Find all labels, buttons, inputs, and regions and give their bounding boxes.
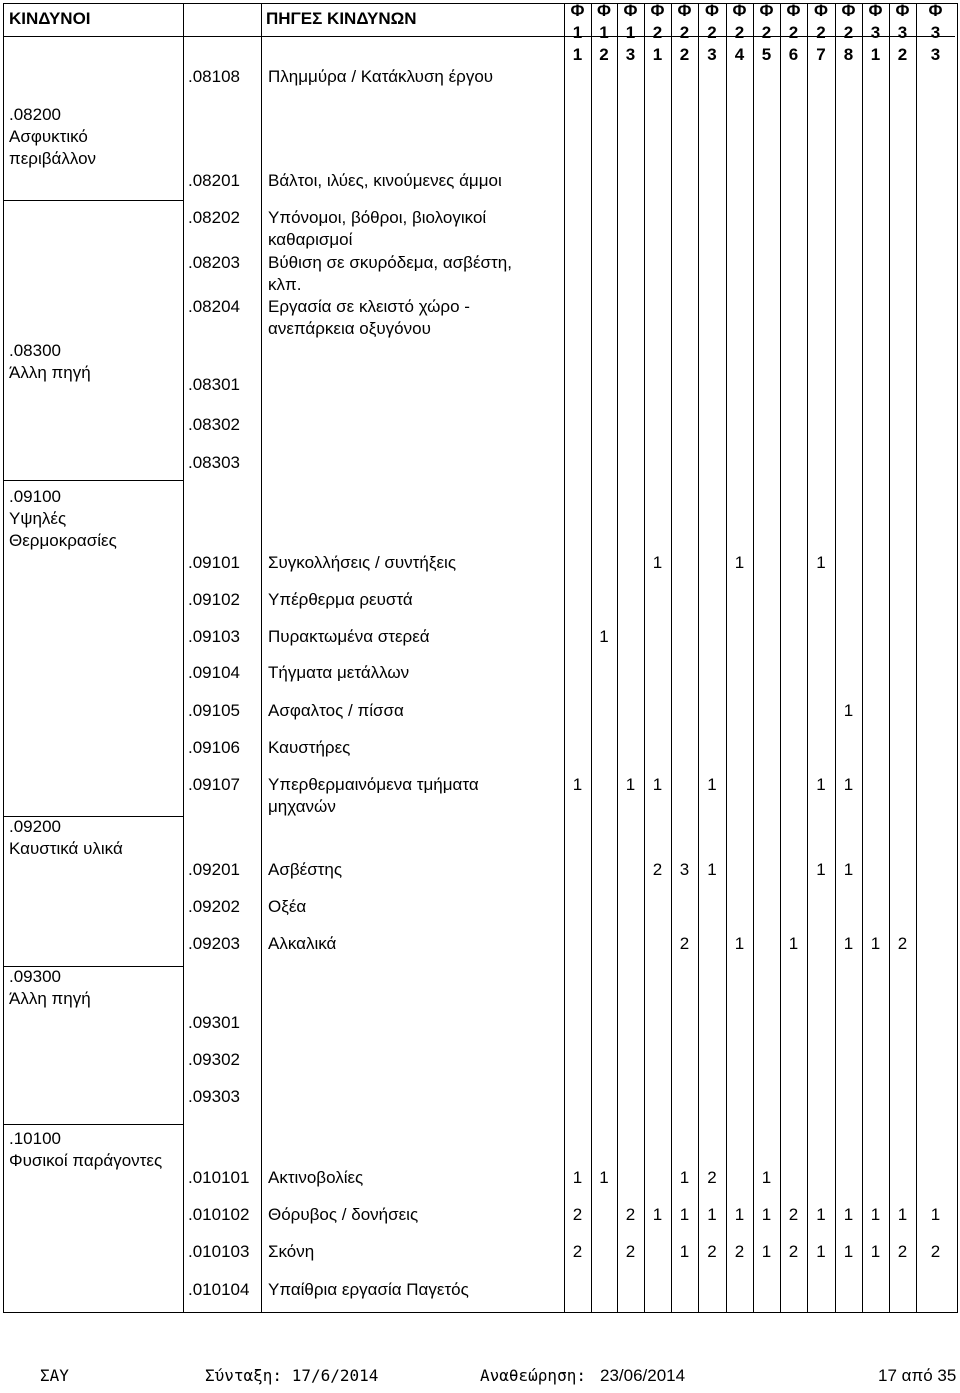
rating-cell: 1 bbox=[734, 553, 745, 572]
description-line: Τήγματα μετάλλων bbox=[268, 663, 410, 682]
phase-header-9 bbox=[782, 0, 806, 66]
source-code: .08202 bbox=[188, 208, 240, 227]
rating-cell: 1 bbox=[843, 860, 854, 879]
description-line: Υπόνομοι, βόθροι, βιολογικοί bbox=[268, 208, 487, 227]
rating-cell: 2 bbox=[625, 1242, 636, 1261]
page-footer bbox=[0, 1365, 960, 1393]
rating-cell: 1 bbox=[761, 1205, 772, 1224]
description-line: Υπαίθρια εργασία Παγετός bbox=[268, 1280, 469, 1299]
category-line: Θερμοκρασίες bbox=[9, 531, 117, 550]
category-line: .10100 bbox=[9, 1129, 61, 1148]
rating-cell: 1 bbox=[734, 934, 745, 953]
phase-header-line: 2 bbox=[897, 45, 908, 64]
rating-cell: 1 bbox=[930, 1205, 941, 1224]
footer-revision-label: Αναθεώρηση: bbox=[480, 1366, 586, 1385]
rating-cell: 2 bbox=[897, 934, 908, 953]
category-line: Άλλη πηγή bbox=[9, 989, 91, 1008]
source-description bbox=[268, 662, 564, 684]
description-line: Συγκολλήσεις / συντήξεις bbox=[268, 553, 457, 572]
phase-header-7 bbox=[728, 0, 752, 66]
phase-header-line: Φ bbox=[650, 1, 665, 20]
category-line: Άλλη πηγή bbox=[9, 363, 91, 382]
description-line: Πυρακτωμένα στερεά bbox=[268, 627, 430, 646]
column-divider bbox=[671, 4, 672, 1312]
category-line: Υψηλές bbox=[9, 509, 67, 528]
category-10100 bbox=[9, 1128, 162, 1172]
phase-header-line: 3 bbox=[897, 23, 908, 42]
source-code: .08204 bbox=[188, 297, 240, 316]
source-description bbox=[268, 896, 564, 918]
rating-cell: 1 bbox=[599, 627, 609, 646]
rating-cell: 1 bbox=[843, 934, 854, 953]
column-divider bbox=[753, 4, 754, 1312]
phase-header-line: Φ bbox=[705, 1, 719, 20]
rating-cell: 2 bbox=[930, 1242, 941, 1261]
source-code: .09301 bbox=[188, 1013, 240, 1032]
rating-cell: 1 bbox=[788, 934, 799, 953]
source-code: .010104 bbox=[188, 1280, 250, 1299]
rating-cell: 2 bbox=[788, 1242, 799, 1261]
rating-cell: 1 bbox=[734, 1205, 745, 1224]
source-code: .08108 bbox=[188, 67, 240, 86]
phase-header-14 bbox=[924, 0, 948, 66]
phase-header-line: 1 bbox=[870, 45, 881, 64]
category-line: περιβάλλον bbox=[9, 149, 97, 168]
category-08200 bbox=[9, 104, 96, 170]
rating-cell: 1 bbox=[652, 1205, 663, 1224]
phase-header-line: Φ bbox=[895, 1, 910, 20]
column-divider bbox=[644, 4, 645, 1312]
rating-cell: 1 bbox=[572, 775, 583, 794]
source-code: .09103 bbox=[188, 627, 240, 646]
rating-cell: 1 bbox=[897, 1205, 908, 1224]
source-description bbox=[268, 170, 564, 192]
footer-revision-date: 23/06/2014 bbox=[600, 1366, 686, 1385]
phase-header-line: 2 bbox=[707, 23, 717, 42]
description-line: Θόρυβος / δονήσεις bbox=[268, 1205, 419, 1224]
rating-cell: 2 bbox=[734, 1242, 745, 1261]
phase-header-line: Φ bbox=[841, 1, 856, 20]
category-09100 bbox=[9, 486, 117, 552]
category-line: Φυσικοί παράγοντες bbox=[9, 1151, 163, 1170]
phase-header-line: 2 bbox=[734, 23, 745, 42]
source-code: .09303 bbox=[188, 1087, 240, 1106]
column-divider bbox=[183, 4, 184, 1312]
rating-cell: 1 bbox=[816, 860, 826, 879]
phase-header-line: 8 bbox=[843, 45, 854, 64]
phase-header-line: 1 bbox=[572, 45, 583, 64]
rating-cell: 1 bbox=[843, 701, 854, 720]
rating-cell: 1 bbox=[816, 1205, 826, 1224]
column-divider bbox=[889, 4, 890, 1312]
rating-cell: 1 bbox=[707, 1205, 717, 1224]
phase-header-8 bbox=[755, 0, 779, 66]
rating-cell: 1 bbox=[843, 1242, 854, 1261]
category-09200 bbox=[9, 816, 123, 860]
column-divider bbox=[780, 4, 781, 1312]
footer-page-number: 17 από 35 bbox=[878, 1366, 957, 1385]
column-divider bbox=[835, 4, 836, 1312]
source-code: .08203 bbox=[188, 253, 240, 272]
phase-header-12 bbox=[864, 0, 888, 66]
header-hazards: ΚΙΝΔΥΝΟΙ bbox=[9, 9, 91, 28]
category-08300 bbox=[9, 340, 91, 384]
description-line: Οξέα bbox=[268, 897, 307, 916]
phase-header-line: 2 bbox=[816, 23, 826, 42]
phase-header-line: Φ bbox=[677, 1, 692, 20]
source-description bbox=[268, 1279, 564, 1301]
column-divider bbox=[698, 4, 699, 1312]
rating-cell: 1 bbox=[679, 1242, 690, 1261]
footer-doc-code: ΣΑΥ bbox=[40, 1366, 69, 1385]
phase-header-line: 2 bbox=[843, 23, 854, 42]
column-divider bbox=[564, 4, 565, 1312]
source-description bbox=[268, 700, 564, 722]
source-code: .09106 bbox=[188, 738, 240, 757]
column-divider bbox=[862, 4, 863, 1312]
source-description bbox=[268, 626, 564, 648]
source-code: .09105 bbox=[188, 701, 240, 720]
phase-header-line: Φ bbox=[868, 1, 883, 20]
source-code: .09102 bbox=[188, 590, 240, 609]
rating-cell: 2 bbox=[625, 1205, 636, 1224]
footer-compile-date: Σύνταξη: 17/6/2014 bbox=[205, 1366, 379, 1385]
phase-header-4 bbox=[646, 0, 670, 66]
source-description bbox=[268, 1204, 564, 1226]
phase-header-line: 2 bbox=[652, 23, 663, 42]
source-code: .08303 bbox=[188, 453, 240, 472]
source-description bbox=[268, 552, 564, 574]
rating-cell: 1 bbox=[761, 1168, 772, 1187]
source-description bbox=[268, 589, 564, 611]
category-09300 bbox=[9, 966, 91, 1010]
column-divider bbox=[261, 4, 262, 1312]
phase-header-line: Φ bbox=[570, 1, 585, 20]
phase-header-line: 1 bbox=[599, 23, 609, 42]
rating-cell: 2 bbox=[707, 1242, 717, 1261]
source-description bbox=[268, 207, 564, 251]
source-code: .09202 bbox=[188, 897, 240, 916]
description-line: Βύθιση σε σκυρόδεμα, ασβέστη, bbox=[268, 253, 512, 272]
phase-header-line: Φ bbox=[759, 1, 774, 20]
column-divider bbox=[807, 4, 808, 1312]
phase-header-line: 3 bbox=[930, 45, 941, 64]
source-description bbox=[268, 774, 564, 818]
source-code: .09104 bbox=[188, 663, 240, 682]
source-description bbox=[268, 933, 564, 955]
category-line: Καυστικά υλικά bbox=[9, 839, 123, 858]
source-description bbox=[268, 737, 564, 759]
phase-header-line: 3 bbox=[930, 23, 941, 42]
description-line: Ασφαλτος / πίσσα bbox=[268, 701, 404, 720]
phase-header-5 bbox=[673, 0, 697, 66]
source-code: .09101 bbox=[188, 553, 240, 572]
rating-cell: 1 bbox=[599, 1168, 609, 1187]
phase-header-1 bbox=[566, 0, 590, 66]
source-code: .09203 bbox=[188, 934, 240, 953]
category-line: Ασφυκτικό bbox=[9, 127, 88, 146]
phase-header-3 bbox=[619, 0, 643, 66]
phase-header-line: 1 bbox=[652, 45, 663, 64]
description-line: Εργασία σε κλειστό χώρο - bbox=[268, 297, 470, 316]
description-line: Πλημμύρα / Κατάκλυση έργου bbox=[268, 67, 494, 86]
category-line: .08300 bbox=[9, 341, 61, 360]
rating-cell: 2 bbox=[897, 1242, 908, 1261]
phase-header-line: Φ bbox=[597, 1, 611, 20]
source-code: .09302 bbox=[188, 1050, 240, 1069]
phase-header-line: Φ bbox=[786, 1, 801, 20]
description-line: Ακτινοβολίες bbox=[268, 1168, 364, 1187]
rating-cell: 1 bbox=[843, 775, 854, 794]
rating-cell: 1 bbox=[652, 553, 663, 572]
phase-header-line: Φ bbox=[928, 1, 943, 20]
source-description bbox=[268, 252, 564, 296]
rating-cell: 1 bbox=[707, 775, 717, 794]
rating-cell: 2 bbox=[652, 860, 663, 879]
description-line: ανεπάρκεια οξυγόνου bbox=[268, 319, 431, 338]
rating-cell: 2 bbox=[572, 1205, 583, 1224]
rating-cell: 2 bbox=[707, 1168, 717, 1187]
rating-cell: 1 bbox=[816, 553, 826, 572]
rating-cell: 1 bbox=[625, 775, 636, 794]
rating-cell: 1 bbox=[572, 1168, 583, 1187]
phase-header-line: 1 bbox=[625, 23, 636, 42]
source-code: .08302 bbox=[188, 415, 240, 434]
phase-header-line: 2 bbox=[599, 45, 609, 64]
source-code: .08201 bbox=[188, 171, 240, 190]
source-code: .09107 bbox=[188, 775, 240, 794]
source-description bbox=[268, 1241, 564, 1263]
row-divider bbox=[4, 1124, 183, 1125]
rating-cell: 1 bbox=[707, 860, 717, 879]
description-line: μηχανών bbox=[268, 797, 336, 816]
rating-cell: 1 bbox=[679, 1168, 690, 1187]
category-line: .09300 bbox=[9, 967, 61, 986]
rating-cell: 1 bbox=[652, 775, 663, 794]
phase-header-line: 4 bbox=[734, 45, 745, 64]
phase-header-6 bbox=[700, 0, 724, 66]
description-line: Υπερθερμαινόμενα τμήματα bbox=[268, 775, 479, 794]
phase-header-11 bbox=[837, 0, 861, 66]
rating-cell: 1 bbox=[870, 1205, 881, 1224]
source-code: .010103 bbox=[188, 1242, 250, 1261]
rating-cell: 1 bbox=[816, 775, 826, 794]
category-line: .09200 bbox=[9, 817, 61, 836]
rating-cell: 1 bbox=[870, 1242, 881, 1261]
column-divider bbox=[617, 4, 618, 1312]
rating-cell: 1 bbox=[843, 1205, 854, 1224]
phase-header-line: 3 bbox=[707, 45, 717, 64]
source-code: .09201 bbox=[188, 860, 240, 879]
description-line: κλπ. bbox=[268, 275, 302, 294]
phase-header-line: 7 bbox=[816, 45, 826, 64]
column-divider bbox=[591, 4, 592, 1312]
source-description bbox=[268, 66, 564, 88]
source-description bbox=[268, 296, 564, 340]
phase-header-line: 3 bbox=[625, 45, 636, 64]
phase-header-13 bbox=[891, 0, 915, 66]
phase-header-line: 2 bbox=[679, 45, 690, 64]
source-code: .010101 bbox=[188, 1168, 250, 1187]
rating-cell: 1 bbox=[816, 1242, 826, 1261]
phase-header-line: 2 bbox=[679, 23, 690, 42]
phase-header-line: 5 bbox=[761, 45, 772, 64]
description-line: Υπέρθερμα ρευστά bbox=[268, 590, 413, 609]
phase-header-line: Φ bbox=[732, 1, 747, 20]
rating-cell: 1 bbox=[870, 934, 881, 953]
phase-header-line: 1 bbox=[572, 23, 583, 42]
source-code: .010102 bbox=[188, 1205, 250, 1224]
rating-cell: 3 bbox=[679, 860, 690, 879]
description-line: Βάλτοι, ιλύες, κινούμενες άμμοι bbox=[268, 171, 502, 190]
rating-cell: 2 bbox=[679, 934, 690, 953]
phase-header-line: 6 bbox=[788, 45, 799, 64]
phase-header-line: 3 bbox=[870, 23, 881, 42]
rating-cell: 2 bbox=[788, 1205, 799, 1224]
category-line: .08200 bbox=[9, 105, 61, 124]
phase-header-line: 2 bbox=[788, 23, 799, 42]
phase-header-line: Φ bbox=[623, 1, 638, 20]
hazard-table bbox=[3, 3, 958, 1313]
phase-header-2 bbox=[592, 0, 616, 66]
source-description bbox=[268, 859, 564, 881]
row-divider bbox=[4, 480, 183, 481]
rating-cell: 2 bbox=[572, 1242, 583, 1261]
column-divider bbox=[916, 4, 917, 1312]
description-line: Σκόνη bbox=[268, 1242, 315, 1261]
row-divider bbox=[4, 200, 183, 201]
rating-cell: 1 bbox=[679, 1205, 690, 1224]
column-divider bbox=[726, 4, 727, 1312]
description-line: καθαρισμοί bbox=[268, 230, 353, 249]
rating-cell: 1 bbox=[761, 1242, 772, 1261]
header-sources: ΠΗΓΕΣ ΚΙΝΔΥΝΩΝ bbox=[266, 9, 417, 28]
source-code: .08301 bbox=[188, 375, 240, 394]
phase-header-line: 2 bbox=[761, 23, 772, 42]
phase-header-10 bbox=[809, 0, 833, 66]
description-line: Καυστήρες bbox=[268, 738, 351, 757]
category-line: .09100 bbox=[9, 487, 61, 506]
phase-header-line: Φ bbox=[814, 1, 828, 20]
source-description bbox=[268, 1167, 564, 1189]
description-line: Αλκαλικά bbox=[268, 934, 337, 953]
description-line: Ασβέστης bbox=[268, 860, 343, 879]
